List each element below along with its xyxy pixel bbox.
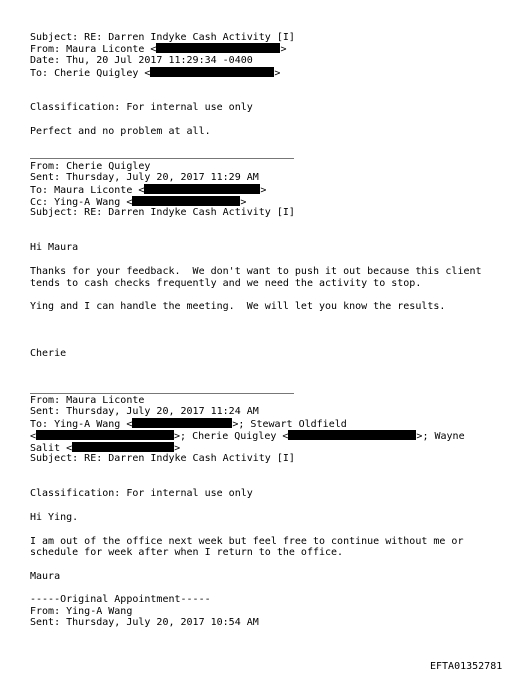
recipient-name: Salit < xyxy=(30,443,73,454)
body-line: Ying and I can handle the meeting. We will let you know the results. xyxy=(30,301,446,312)
reply-body: Perfect and no problem at all. xyxy=(30,126,211,137)
redaction-bar xyxy=(132,418,232,428)
redaction-bar xyxy=(288,430,416,440)
signoff: Cherie xyxy=(30,348,67,359)
to-suffix: > xyxy=(274,68,281,79)
cc-label: Cc: Ying-A Wang < xyxy=(30,197,133,208)
separator-line xyxy=(30,158,294,159)
signoff: Maura xyxy=(30,571,61,582)
email-date: Date: Thu, 20 Jul 2017 11:29:34 -0400 xyxy=(30,55,253,66)
redaction-bar xyxy=(72,442,174,452)
body-line: schedule for week after when I return to the office. xyxy=(30,547,344,558)
redaction-bar xyxy=(156,43,280,53)
to-suffix: > xyxy=(260,185,267,196)
body-line: Thanks for your feedback. We don't want to push it out because this client xyxy=(30,266,482,277)
quoted-subject: Subject: RE: Darren Indyke Cash Activity [I] xyxy=(30,207,295,218)
separator-line xyxy=(30,393,294,394)
to-label: To: Cherie Quigley < xyxy=(30,68,151,79)
to-continued: >; Stewart Oldfield xyxy=(232,419,347,430)
body-line: I am out of the office next week but feel free to continue without me or xyxy=(30,536,464,547)
classification-notice: Classification: For internal use only xyxy=(30,102,253,113)
greeting: Hi Maura xyxy=(30,242,79,253)
from-label: From: Maura Liconte < xyxy=(30,44,157,55)
redaction-bar xyxy=(144,184,260,194)
quoted-sent: Sent: Thursday, July 20, 2017 11:29 AM xyxy=(30,172,259,183)
email-to xyxy=(30,67,280,79)
to-label: To: Ying-A Wang < xyxy=(30,419,133,430)
redaction-bar xyxy=(132,196,240,206)
quoted-sent: Sent: Thursday, July 20, 2017 11:24 AM xyxy=(30,406,259,417)
redaction-bar xyxy=(150,67,274,77)
recipient-name: >; Wayne xyxy=(416,431,465,442)
recipients-line xyxy=(30,430,465,442)
document-id: EFTA01352781 xyxy=(430,661,503,672)
quoted-to xyxy=(30,418,347,430)
to-label: To: Maura Liconte < xyxy=(30,185,145,196)
appointment-from: From: Ying-A Wang xyxy=(30,606,133,617)
quoted-subject: Subject: RE: Darren Indyke Cash Activity [I] xyxy=(30,453,295,464)
classification-notice: Classification: For internal use only xyxy=(30,488,253,499)
redaction-bar xyxy=(36,430,174,440)
quoted-from: From: Maura Liconte xyxy=(30,395,145,406)
greeting: Hi Ying. xyxy=(30,512,79,523)
email-subject: Subject: RE: Darren Indyke Cash Activity [I] xyxy=(30,32,295,43)
appointment-sent: Sent: Thursday, July 20, 2017 10:54 AM xyxy=(30,617,259,628)
quoted-to xyxy=(30,184,266,196)
cc-suffix: > xyxy=(240,197,247,208)
email-from xyxy=(30,43,286,55)
recipient-close: > xyxy=(174,443,181,454)
recipient-open: < xyxy=(30,431,37,442)
original-appointment-header: -----Original Appointment----- xyxy=(30,594,211,605)
quoted-from: From: Cherie Quigley xyxy=(30,161,151,172)
recipient-name: >; Cherie Quigley < xyxy=(174,431,289,442)
body-line: tends to cash checks frequently and we need the activity to stop. xyxy=(30,278,422,289)
from-suffix: > xyxy=(280,44,287,55)
